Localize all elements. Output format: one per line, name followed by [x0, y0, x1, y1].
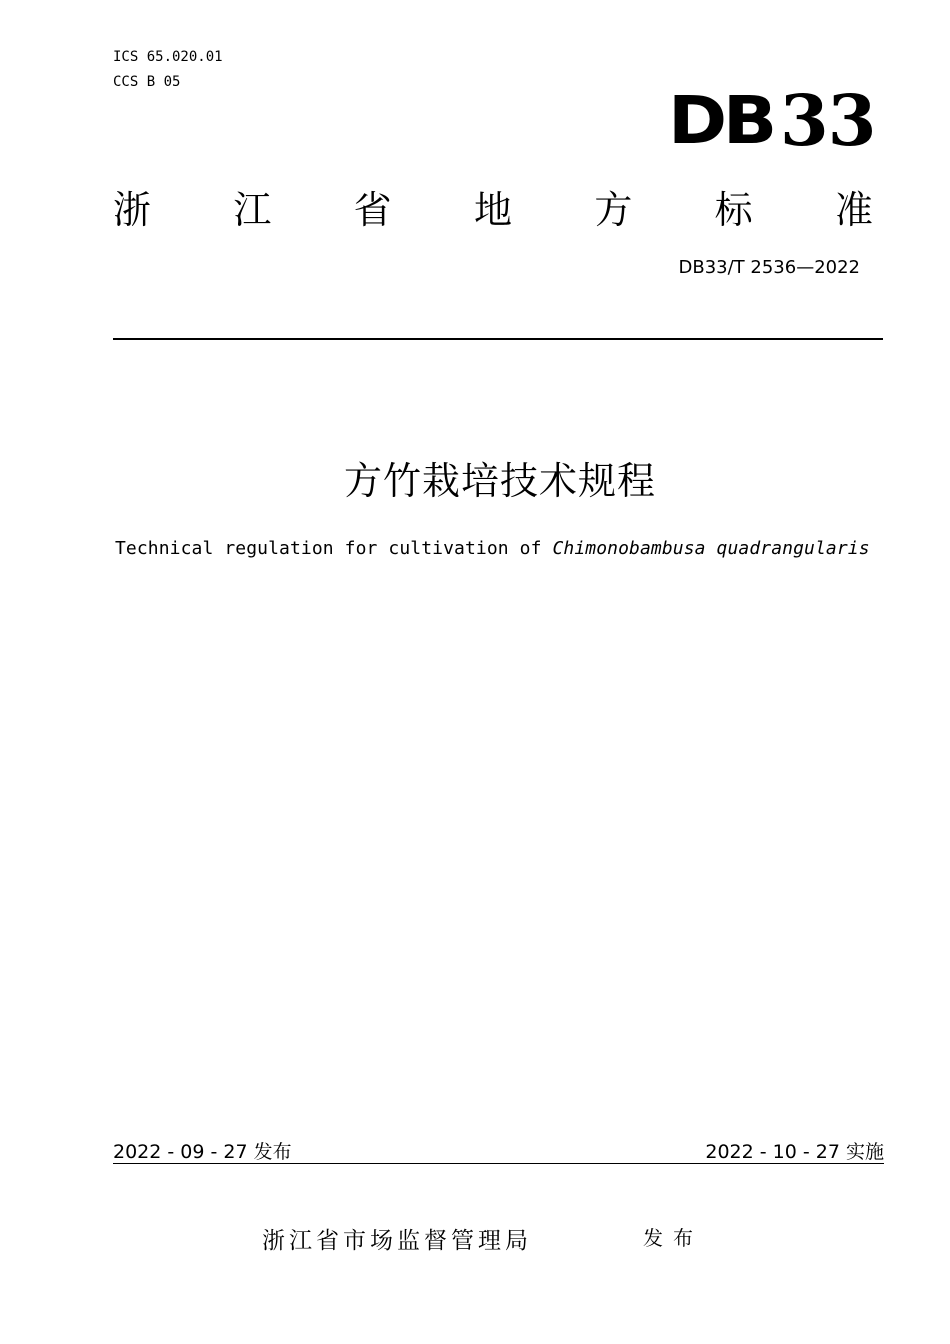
title-chinese: 方竹栽培技术规程: [343, 459, 656, 503]
title-english: [115, 538, 870, 559]
header-divider: [113, 338, 883, 340]
logo-letters: DB: [668, 82, 773, 159]
publish-date: 2022 - 09 - 27 发布: [113, 1141, 292, 1163]
category-char: 方: [594, 188, 633, 232]
issue-label: 发布: [643, 1226, 703, 1250]
standard-code: DB33/T 2536—2022: [678, 257, 860, 278]
title-english-prefix: Technical regulation for cultivation of: [115, 538, 553, 559]
footer-divider: [113, 1163, 884, 1164]
category-char: 准: [834, 188, 873, 232]
logo-number: 33: [780, 79, 876, 162]
issuer-name: 浙江省市场监督管理局: [262, 1228, 532, 1254]
category-char: 省: [353, 188, 392, 232]
category-char: 浙: [113, 188, 152, 232]
ics-code: ICS 65.020.01: [113, 49, 223, 65]
species-name: Chimonobambusa quadrangularis: [552, 538, 870, 559]
db33-logo: [668, 79, 884, 162]
category-char: 标: [714, 188, 753, 232]
category-char: 地: [473, 188, 512, 232]
standard-category: [113, 182, 873, 238]
category-char: 江: [233, 188, 272, 232]
implement-date: 2022 - 10 - 27 实施: [705, 1141, 884, 1163]
ccs-code: CCS B 05: [113, 74, 181, 90]
